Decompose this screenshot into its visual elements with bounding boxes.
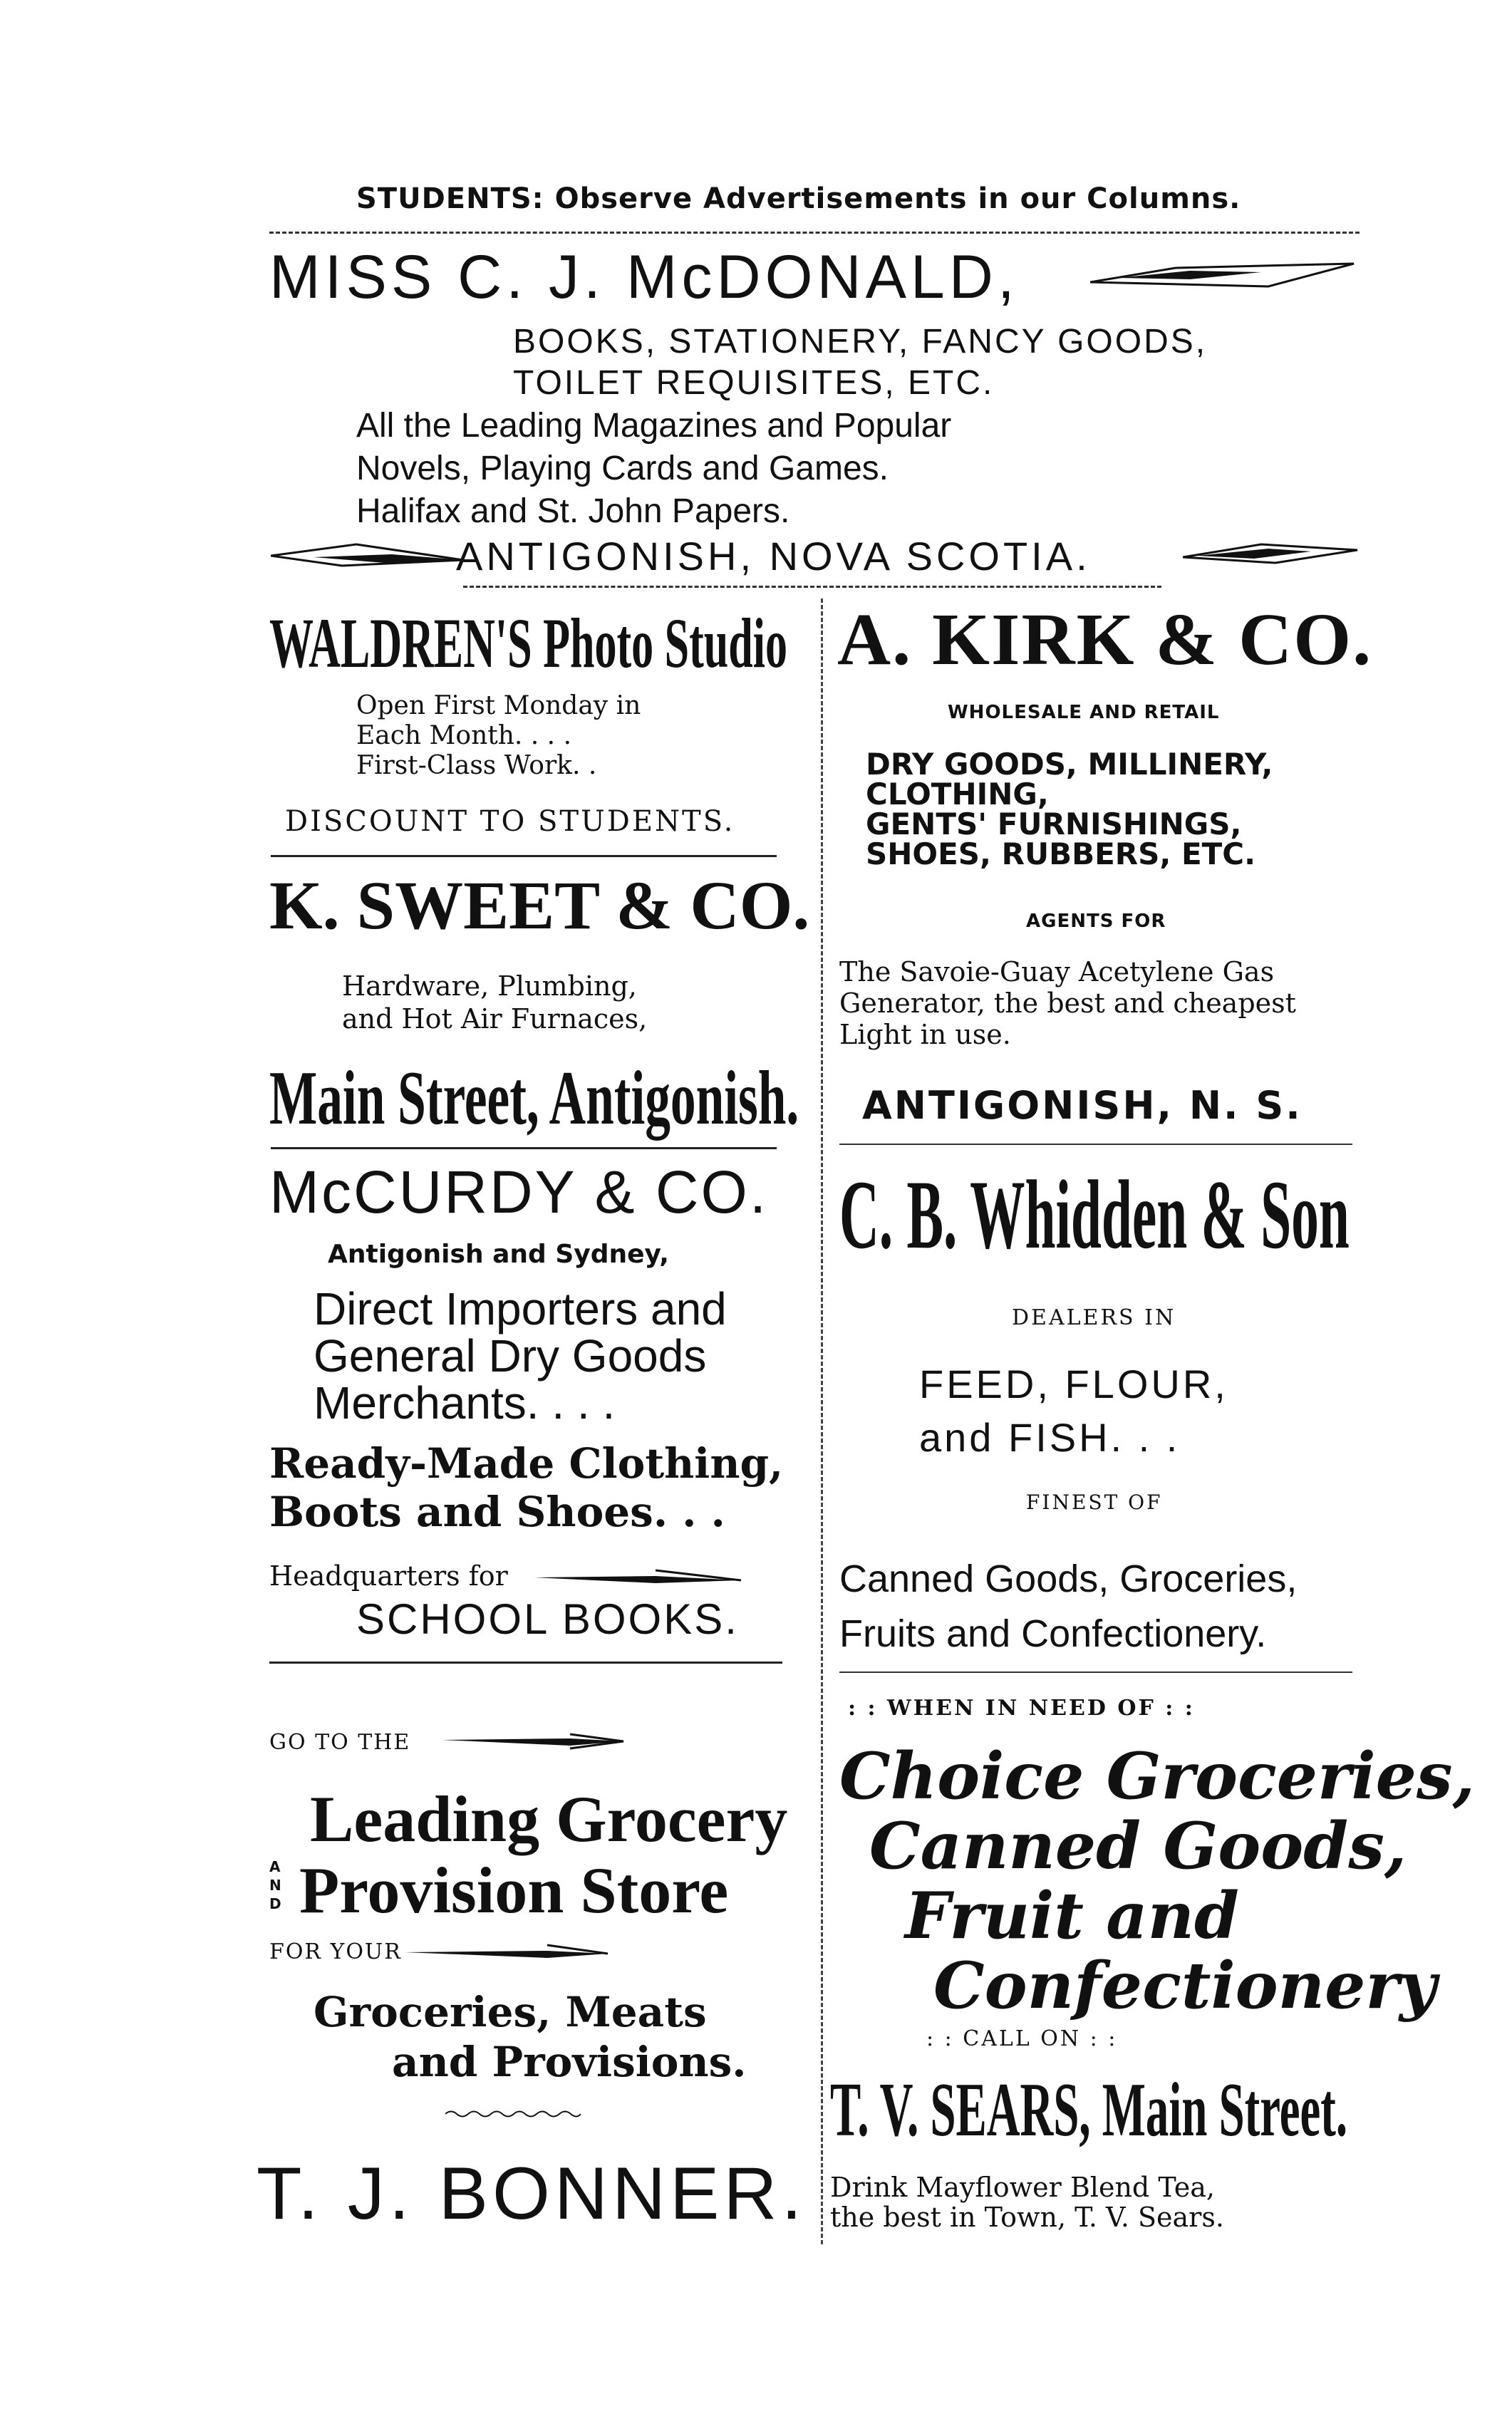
bonner-and-d: D [269, 1895, 281, 1912]
sears-line4: Confectionery [933, 1948, 1437, 2023]
kirk-agent3: Light in use. [839, 1019, 1011, 1050]
sears-line2: Canned Goods, [869, 1808, 1407, 1884]
mccurdy-line1: Direct Importers and [314, 1283, 727, 1334]
waldren-line3: First-Class Work. . [356, 751, 597, 780]
ornament-arrow-right [1183, 539, 1361, 567]
mcdonald-line5: Halifax and St. John Papers. [356, 492, 790, 530]
bonner-line2: Provision Store [299, 1854, 729, 1927]
waldren-discount: DISCOUNT TO STUDENTS. [285, 805, 735, 838]
whidden-finest: FINEST OF [1026, 1491, 1163, 1514]
mccurdy-line5: Boots and Shoes. . . [269, 1488, 725, 1536]
column-separator [821, 598, 823, 2244]
ornament-arrow [405, 1942, 611, 1961]
sears-call: : : CALL ON : : [926, 2026, 1118, 2051]
whidden-line4: Fruits and Confectionery. [839, 1612, 1267, 1655]
sweet-address: Main Street, Antigonish. [269, 1056, 799, 1141]
ornament-arrow [534, 1563, 748, 1585]
whidden-line2: and FISH. . . [919, 1415, 1181, 1460]
waldren-line2: Each Month. . . . [356, 721, 572, 750]
waldren-line1: Open First Monday in [356, 691, 641, 720]
divider [269, 232, 1360, 234]
mccurdy-hq: Headquarters for [269, 1560, 508, 1592]
sears-line5: Drink Mayflower Blend Tea, [830, 2172, 1215, 2203]
sears-line6: the best in Town, T. V. Sears. [830, 2202, 1224, 2233]
waldren-name: WALDREN'S Photo Studio [269, 603, 787, 683]
bonner-and-n: N [269, 1877, 281, 1894]
wavy-ornament [445, 2109, 581, 2119]
bonner-name: T. J. BONNER. [257, 2152, 807, 2235]
kirk-agent1: The Savoie-Guay Acetylene Gas [839, 956, 1275, 988]
mccurdy-name: McCURDY & CO. [269, 1159, 769, 1225]
kirk-line1: DRY GOODS, MILLINERY, [866, 747, 1273, 782]
header-notice: STUDENTS: Observe Advertisements in our Columns. [356, 182, 1241, 215]
mcdonald-line3: All the Leading Magazines and Popular [356, 407, 952, 445]
kirk-sub: WHOLESALE AND RETAIL [948, 702, 1220, 723]
whidden-line3: Canned Goods, Groceries, [839, 1558, 1298, 1600]
ornament-arrow [1090, 261, 1361, 294]
bonner-line3: Groceries, Meats [314, 1988, 707, 2036]
divider [839, 1671, 1352, 1673]
mcdonald-line4: Novels, Playing Cards and Games. [356, 450, 889, 487]
kirk-name: A. KIRK & CO. [837, 598, 1373, 680]
mcdonald-location: ANTIGONISH, NOVA SCOTIA. [456, 534, 1091, 579]
whidden-line1: FEED, FLOUR, [919, 1362, 1228, 1406]
sweet-line1: Hardware, Plumbing, [342, 970, 637, 1002]
mcdonald-name: MISS C. J. McDONALD, [269, 243, 1019, 311]
sweet-line2: and Hot Air Furnaces, [342, 1003, 648, 1035]
sears-line3: Fruit and [905, 1878, 1239, 1954]
kirk-agents: AGENTS FOR [1026, 911, 1166, 932]
divider [463, 586, 1161, 588]
divider [271, 855, 777, 857]
mccurdy-books: SCHOOL BOOKS. [356, 1595, 739, 1643]
sears-name: T. V. SEARS, Main Street. [830, 2068, 1348, 2152]
kirk-line2: CLOTHING, [866, 777, 1049, 812]
sweet-name: K. SWEET & CO. [269, 867, 810, 943]
kirk-location: ANTIGONISH, N. S. [862, 1083, 1303, 1128]
mccurdy-line4: Ready-Made Clothing, [269, 1439, 784, 1488]
mccurdy-sub: Antigonish and Sydney, [328, 1240, 669, 1269]
mccurdy-line2: General Dry Goods [314, 1330, 707, 1382]
bonner-for-your: FOR YOUR [269, 1939, 402, 1964]
ornament-arrow [442, 1731, 627, 1751]
divider [271, 1147, 777, 1149]
whidden-dealers: DEALERS IN [1012, 1305, 1176, 1330]
bonner-goto: GO TO THE [269, 1730, 411, 1755]
ornament-arrow-left [271, 541, 470, 570]
kirk-line4: SHOES, RUBBERS, ETC. [866, 836, 1256, 871]
sears-line1: Choice Groceries, [839, 1738, 1475, 1814]
divider [839, 1144, 1352, 1145]
kirk-agent2: Generator, the best and cheapest [839, 988, 1296, 1019]
divider [269, 1662, 782, 1664]
mccurdy-line3: Merchants. . . . [314, 1377, 616, 1429]
kirk-line3: GENTS' FURNISHINGS, [866, 807, 1242, 841]
bonner-line4: and Provisions. [392, 2038, 747, 2086]
mcdonald-line2: TOILET REQUISITES, ETC. [513, 364, 995, 402]
bonner-line1: Leading Grocery [310, 1783, 788, 1855]
sears-need: : : WHEN IN NEED OF : : [848, 1696, 1195, 1721]
bonner-and-a: A [269, 1858, 281, 1875]
mcdonald-line1: BOOKS, STATIONERY, FANCY GOODS, [513, 323, 1208, 361]
whidden-name: C. B. Whidden & Son [839, 1160, 1350, 1269]
